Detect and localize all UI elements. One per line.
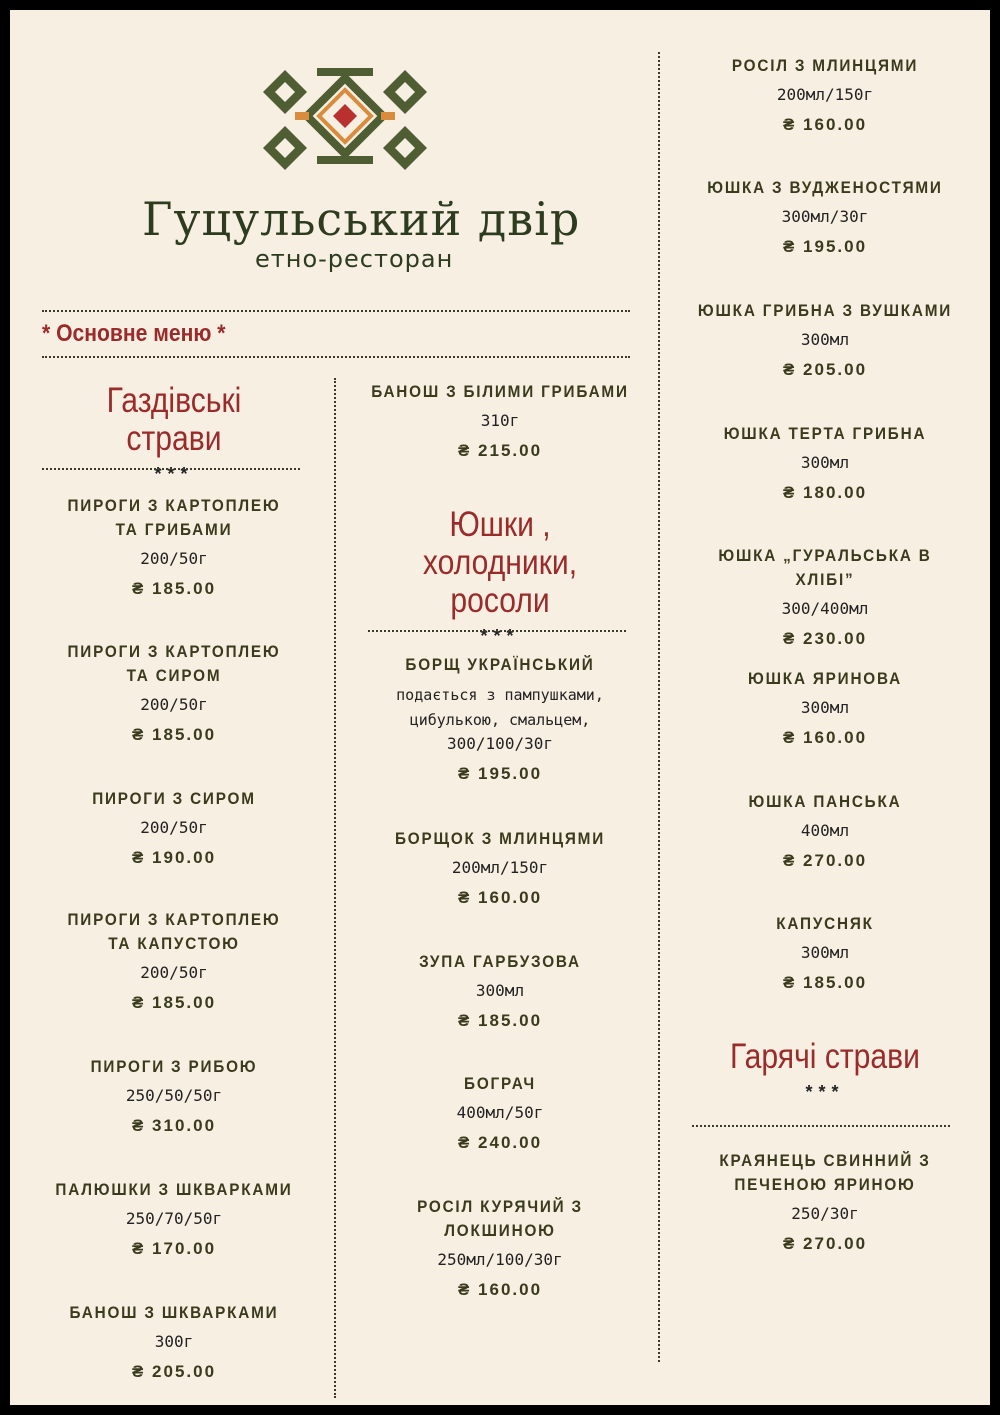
section-title-line-1: Юшки , холодники, bbox=[422, 505, 578, 582]
item-price: ₴ 240.00 bbox=[457, 1133, 543, 1152]
section-yushky bbox=[350, 506, 650, 647]
menu-item bbox=[350, 653, 650, 785]
item-name: БОРЩ УКРАЇНСЬКИЙ bbox=[405, 655, 595, 674]
item-name: РОСІЛ З МЛИНЦЯМИ bbox=[731, 56, 919, 75]
menu-item bbox=[680, 790, 970, 872]
brand-subtitle: етно-ресторан bbox=[255, 245, 454, 273]
item-price: ₴ 185.00 bbox=[457, 1011, 543, 1030]
item-price: ₴ 270.00 bbox=[782, 1234, 868, 1253]
menu-item bbox=[40, 1301, 308, 1383]
item-qty: 200/50г bbox=[140, 818, 208, 837]
menu-item bbox=[40, 1055, 308, 1137]
item-price: ₴ 230.00 bbox=[782, 629, 868, 648]
section-garyachi bbox=[680, 1038, 970, 1103]
item-name: ЮШКА ГРИБНА З ВУШКАМИ bbox=[697, 301, 953, 320]
item-price: ₴ 160.00 bbox=[782, 115, 868, 134]
item-name: ПИРОГИ З КАРТОПЛЕЮ ТА ГРИБАМИ bbox=[67, 496, 281, 539]
column-divider-right bbox=[658, 52, 660, 1362]
divider-bottom bbox=[42, 356, 630, 358]
menu-item bbox=[680, 176, 970, 258]
item-price: ₴ 180.00 bbox=[782, 483, 868, 502]
item-qty: 400мл/50г bbox=[456, 1103, 544, 1122]
column-divider-left bbox=[334, 378, 336, 1398]
item-price: ₴ 195.00 bbox=[457, 764, 543, 783]
main-menu-label: * Основне меню * bbox=[42, 320, 226, 347]
menu-item bbox=[680, 54, 970, 136]
item-name: КРАЯНЕЦЬ СВИННИЙ З ПЕЧЕНОЮ ЯРИНОЮ bbox=[719, 1151, 931, 1194]
menu-item bbox=[40, 494, 308, 600]
item-price: ₴ 205.00 bbox=[782, 360, 868, 379]
item-price: ₴ 195.00 bbox=[782, 237, 868, 256]
menu-item bbox=[350, 1072, 650, 1154]
item-qty: 300мл bbox=[800, 943, 850, 962]
item-desc: цибулькою, смальцем, bbox=[409, 711, 591, 729]
section-title: Гарячі страви bbox=[730, 1037, 920, 1076]
section-title: Газдівські страви bbox=[106, 381, 242, 458]
menu-item bbox=[680, 422, 970, 504]
item-qty: 250/30г bbox=[791, 1204, 859, 1223]
item-name: БОРЩОК З МЛИНЦЯМИ bbox=[394, 829, 606, 848]
section-stars: *** bbox=[805, 1082, 845, 1102]
menu-item bbox=[40, 640, 308, 746]
brand-name: Гуцульський двір bbox=[142, 192, 581, 246]
item-qty: 250мл/100/30г bbox=[437, 1250, 563, 1269]
item-name: ПИРОГИ З КАРТОПЛЕЮ ТА СИРОМ bbox=[67, 642, 281, 685]
item-qty: 300мл bbox=[800, 330, 850, 349]
item-qty: 250/70/50г bbox=[125, 1209, 223, 1228]
item-name: ЮШКА ЯРИНОВА bbox=[748, 669, 902, 688]
item-price: ₴ 185.00 bbox=[131, 579, 217, 598]
item-qty: 200/50г bbox=[140, 695, 208, 714]
item-price: ₴ 190.00 bbox=[131, 848, 217, 867]
item-name: БАНОШ З ШКВАРКАМИ bbox=[69, 1303, 279, 1322]
item-name: ЮШКА З ВУДЖЕНОСТЯМИ bbox=[707, 178, 943, 197]
item-name: КАПУСНЯК bbox=[776, 914, 874, 933]
section-stars: *** bbox=[480, 626, 520, 646]
item-name: ЮШКА ТЕРТА ГРИБНА bbox=[723, 424, 927, 443]
item-name: ПИРОГИ З КАРТОПЛЕЮ ТА КАПУСТОЮ bbox=[67, 910, 281, 953]
item-price: ₴ 185.00 bbox=[782, 973, 868, 992]
section-divider bbox=[368, 630, 626, 632]
item-price: ₴ 160.00 bbox=[457, 1280, 543, 1299]
item-qty: 300/100/30г bbox=[447, 734, 553, 753]
item-qty: 200/50г bbox=[140, 549, 208, 568]
item-name: БОГРАЧ bbox=[464, 1074, 536, 1093]
section-divider bbox=[42, 468, 300, 470]
item-price: ₴ 160.00 bbox=[782, 728, 868, 747]
item-name: ЗУПА ГАРБУЗОВА bbox=[419, 952, 581, 971]
section-stars: *** bbox=[154, 464, 194, 484]
item-name: БАНОШ З БІЛИМИ ГРИБАМИ bbox=[371, 382, 629, 401]
item-name: ПИРОГИ З РИБОЮ bbox=[90, 1057, 258, 1076]
item-name: ЮШКА „ГУРАЛЬСЬКА В ХЛІБІ” bbox=[718, 546, 932, 589]
item-price: ₴ 170.00 bbox=[131, 1239, 217, 1258]
item-qty: 310г bbox=[480, 411, 520, 430]
item-name: ПАЛЮШКИ З ШКВАРКАМИ bbox=[55, 1180, 293, 1199]
item-price: ₴ 160.00 bbox=[457, 888, 543, 907]
menu-item bbox=[680, 299, 970, 381]
menu-item bbox=[680, 912, 970, 994]
menu-item bbox=[40, 787, 308, 869]
item-qty: 300мл bbox=[800, 453, 850, 472]
item-qty: 300мл/30г bbox=[781, 207, 869, 226]
item-qty: 250/50/50г bbox=[125, 1086, 223, 1105]
item-qty: 300г bbox=[154, 1332, 194, 1351]
item-qty: 400мл bbox=[800, 821, 850, 840]
item-price: ₴ 270.00 bbox=[782, 851, 868, 870]
menu-item bbox=[40, 1178, 308, 1260]
item-name: ПИРОГИ З СИРОМ bbox=[92, 789, 256, 808]
item-qty: 300мл bbox=[475, 981, 525, 1000]
menu-item bbox=[350, 950, 650, 1032]
item-price: ₴ 215.00 bbox=[457, 441, 543, 460]
menu-item bbox=[350, 1195, 650, 1301]
item-name: ЮШКА ПАНСЬКА bbox=[748, 792, 902, 811]
menu-page bbox=[10, 10, 990, 1405]
menu-item bbox=[680, 667, 970, 749]
item-price: ₴ 310.00 bbox=[131, 1116, 217, 1135]
item-qty: 300мл bbox=[800, 698, 850, 717]
menu-item bbox=[350, 380, 650, 462]
item-qty: 300/400мл bbox=[781, 599, 869, 618]
item-price: ₴ 185.00 bbox=[131, 993, 217, 1012]
section-title-line-2: росоли bbox=[450, 581, 550, 620]
item-qty: 200/50г bbox=[140, 963, 208, 982]
menu-item bbox=[680, 1149, 970, 1255]
menu-item bbox=[680, 544, 970, 650]
item-price: ₴ 185.00 bbox=[131, 725, 217, 744]
menu-item bbox=[40, 908, 308, 1014]
embroidery-logo bbox=[255, 60, 435, 180]
item-price: ₴ 205.00 bbox=[131, 1362, 217, 1381]
item-qty: 200мл/150г bbox=[776, 85, 874, 104]
divider-top bbox=[42, 310, 630, 312]
menu-item bbox=[350, 827, 650, 909]
item-desc: подається з пампушками, bbox=[396, 686, 604, 704]
item-name: РОСІЛ КУРЯЧИЙ З ЛОКШИНОЮ bbox=[417, 1197, 583, 1240]
item-qty: 200мл/150г bbox=[451, 858, 549, 877]
section-divider bbox=[692, 1125, 950, 1127]
